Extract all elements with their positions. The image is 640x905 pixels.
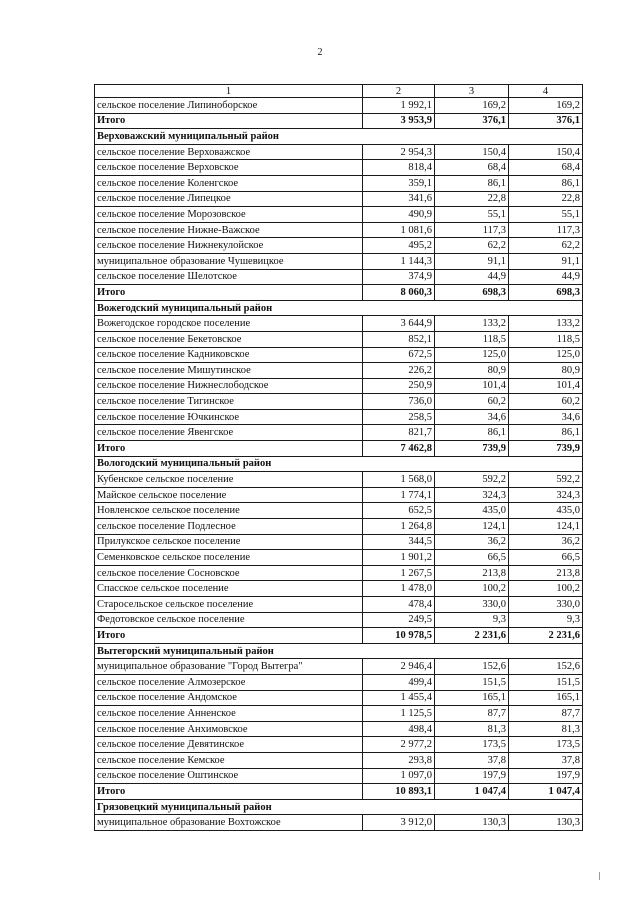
col-4-value: 36,2: [509, 534, 583, 550]
col-3-value: 592,2: [435, 472, 509, 488]
table-row: [95, 98, 583, 114]
settlement-name-cell: сельское поселение Липиноборское: [95, 98, 363, 114]
settlement-name-cell: Кубенское сельское поселение: [95, 472, 363, 488]
col-4-value: 81,3: [509, 721, 583, 737]
scan-mark: [599, 872, 600, 880]
col-3-value: 151,5: [435, 674, 509, 690]
district-name: Вытегорский муниципальный район: [95, 643, 583, 659]
settlement-name-cell: Итого: [95, 113, 363, 129]
col-4-value: 80,9: [509, 363, 583, 379]
settlement-name-cell: сельское поселение Тигинское: [95, 394, 363, 410]
col-3-value: 68,4: [435, 160, 509, 176]
settlement-name-cell: сельское поселение Липецкое: [95, 191, 363, 207]
header-col-2: 2: [363, 85, 435, 98]
col-4-value: 151,5: [509, 674, 583, 690]
settlement-name-cell: сельское поселение Сосновское: [95, 565, 363, 581]
col-4-value: 130,3: [509, 815, 583, 831]
col-4-value: 34,6: [509, 409, 583, 425]
table-header: [95, 85, 583, 98]
total-row: [95, 441, 583, 457]
col-4-value: 100,2: [509, 581, 583, 597]
table-row: [95, 347, 583, 363]
col-2-value: 1 774,1: [363, 487, 435, 503]
col-4-value: 213,8: [509, 565, 583, 581]
col-3-value: 117,3: [435, 222, 509, 238]
col-2-value: 1 125,5: [363, 706, 435, 722]
budget-table: [94, 84, 583, 831]
table-row: [95, 409, 583, 425]
settlement-name-cell: Итого: [95, 441, 363, 457]
district-header-row: [95, 300, 583, 316]
col-4-value: 68,4: [509, 160, 583, 176]
total-row: [95, 113, 583, 129]
table-row: [95, 487, 583, 503]
col-4-value: 739,9: [509, 441, 583, 457]
header-col-4: 4: [509, 85, 583, 98]
col-3-value: 9,3: [435, 612, 509, 628]
header-row: [95, 85, 583, 98]
col-3-value: 133,2: [435, 316, 509, 332]
table-row: [95, 674, 583, 690]
col-3-value: 37,8: [435, 752, 509, 768]
table-row: [95, 316, 583, 332]
col-4-value: 22,8: [509, 191, 583, 207]
settlement-name-cell: сельское поселение Явенгское: [95, 425, 363, 441]
total-row: [95, 285, 583, 301]
col-3-value: 739,9: [435, 441, 509, 457]
settlement-name-cell: сельское поселение Кадниковское: [95, 347, 363, 363]
col-2-value: 852,1: [363, 331, 435, 347]
col-3-value: 435,0: [435, 503, 509, 519]
table-row: [95, 472, 583, 488]
header-col-3: 3: [435, 85, 509, 98]
col-3-value: 698,3: [435, 285, 509, 301]
table-row: [95, 238, 583, 254]
table-row: [95, 269, 583, 285]
col-2-value: 818,4: [363, 160, 435, 176]
col-3-value: 86,1: [435, 175, 509, 191]
table-row: [95, 581, 583, 597]
settlement-name-cell: Итого: [95, 628, 363, 644]
district-name: Вожегодский муниципальный район: [95, 300, 583, 316]
settlement-name-cell: сельское поселение Бекетовское: [95, 331, 363, 347]
col-4-value: 152,6: [509, 659, 583, 675]
settlement-name-cell: Прилукское сельское поселение: [95, 534, 363, 550]
col-4-value: 125,0: [509, 347, 583, 363]
table-row: [95, 378, 583, 394]
col-4-value: 1 047,4: [509, 784, 583, 800]
col-3-value: 173,5: [435, 737, 509, 753]
col-3-value: 169,2: [435, 98, 509, 114]
col-2-value: 1 455,4: [363, 690, 435, 706]
settlement-name-cell: сельское поселение Ючкинское: [95, 409, 363, 425]
table-row: [95, 331, 583, 347]
district-name: Верховажский муниципальный район: [95, 129, 583, 145]
table-row: [95, 253, 583, 269]
col-4-value: 55,1: [509, 207, 583, 223]
col-2-value: 1 568,0: [363, 472, 435, 488]
col-4-value: 150,4: [509, 144, 583, 160]
col-3-value: 100,2: [435, 581, 509, 597]
col-2-value: 1 097,0: [363, 768, 435, 784]
table-row: [95, 363, 583, 379]
page-number: 2: [317, 47, 323, 58]
table-row: [95, 659, 583, 675]
settlement-name-cell: сельское поселение Оштинское: [95, 768, 363, 784]
col-3-value: 86,1: [435, 425, 509, 441]
col-3-value: 376,1: [435, 113, 509, 129]
table-row: [95, 425, 583, 441]
col-2-value: 1 478,0: [363, 581, 435, 597]
district-header-row: [95, 129, 583, 145]
col-2-value: 499,4: [363, 674, 435, 690]
settlement-name-cell: Семенковское сельское поселение: [95, 550, 363, 566]
col-2-value: 7 462,8: [363, 441, 435, 457]
col-2-value: 2 946,4: [363, 659, 435, 675]
table-row: [95, 752, 583, 768]
col-2-value: 478,4: [363, 597, 435, 613]
settlement-name-cell: сельское поселение Мишутинское: [95, 363, 363, 379]
district-name: Грязовецкий муниципальный район: [95, 799, 583, 815]
col-4-value: 37,8: [509, 752, 583, 768]
col-2-value: 8 060,3: [363, 285, 435, 301]
col-4-value: 60,2: [509, 394, 583, 410]
col-4-value: 592,2: [509, 472, 583, 488]
col-4-value: 9,3: [509, 612, 583, 628]
col-2-value: 249,5: [363, 612, 435, 628]
col-2-value: 2 977,2: [363, 737, 435, 753]
col-3-value: 101,4: [435, 378, 509, 394]
col-3-value: 150,4: [435, 144, 509, 160]
table-row: [95, 597, 583, 613]
settlement-name-cell: сельское поселение Верховское: [95, 160, 363, 176]
col-3-value: 91,1: [435, 253, 509, 269]
table-row: [95, 612, 583, 628]
settlement-name-cell: сельское поселение Подлесное: [95, 519, 363, 535]
table-body: [95, 98, 583, 831]
table-row: [95, 394, 583, 410]
col-4-value: 324,3: [509, 487, 583, 503]
col-4-value: 133,2: [509, 316, 583, 332]
col-2-value: 10 893,1: [363, 784, 435, 800]
table-row: [95, 519, 583, 535]
col-2-value: 374,9: [363, 269, 435, 285]
col-2-value: 3 644,9: [363, 316, 435, 332]
table-row: [95, 815, 583, 831]
settlement-name-cell: сельское поселение Морозовское: [95, 207, 363, 223]
col-2-value: 1 901,2: [363, 550, 435, 566]
col-2-value: 1 144,3: [363, 253, 435, 269]
col-3-value: 36,2: [435, 534, 509, 550]
table-row: [95, 768, 583, 784]
col-4-value: 197,9: [509, 768, 583, 784]
district-name: Вологодский муниципальный район: [95, 456, 583, 472]
col-2-value: 1 992,1: [363, 98, 435, 114]
col-3-value: 22,8: [435, 191, 509, 207]
col-3-value: 60,2: [435, 394, 509, 410]
table-row: [95, 706, 583, 722]
table-row: [95, 222, 583, 238]
col-2-value: 250,9: [363, 378, 435, 394]
col-3-value: 125,0: [435, 347, 509, 363]
col-4-value: 44,9: [509, 269, 583, 285]
col-3-value: 165,1: [435, 690, 509, 706]
table-row: [95, 565, 583, 581]
col-4-value: 62,2: [509, 238, 583, 254]
col-2-value: 359,1: [363, 175, 435, 191]
col-4-value: 169,2: [509, 98, 583, 114]
col-3-value: 213,8: [435, 565, 509, 581]
col-4-value: 173,5: [509, 737, 583, 753]
total-row: [95, 784, 583, 800]
col-3-value: 330,0: [435, 597, 509, 613]
col-2-value: 498,4: [363, 721, 435, 737]
col-3-value: 152,6: [435, 659, 509, 675]
col-4-value: 101,4: [509, 378, 583, 394]
table-row: [95, 534, 583, 550]
col-2-value: 226,2: [363, 363, 435, 379]
col-3-value: 2 231,6: [435, 628, 509, 644]
col-2-value: 1 264,8: [363, 519, 435, 535]
settlement-name-cell: сельское поселение Шелотское: [95, 269, 363, 285]
col-2-value: 3 953,9: [363, 113, 435, 129]
district-header-row: [95, 456, 583, 472]
settlement-name-cell: сельское поселение Нижнеслободское: [95, 378, 363, 394]
col-4-value: 330,0: [509, 597, 583, 613]
table-row: [95, 191, 583, 207]
col-2-value: 293,8: [363, 752, 435, 768]
col-4-value: 2 231,6: [509, 628, 583, 644]
settlement-name-cell: сельское поселение Нижнекулойское: [95, 238, 363, 254]
table-row: [95, 144, 583, 160]
col-3-value: 55,1: [435, 207, 509, 223]
district-header-row: [95, 799, 583, 815]
settlement-name-cell: сельское поселение Андомское: [95, 690, 363, 706]
col-3-value: 130,3: [435, 815, 509, 831]
table-row: [95, 721, 583, 737]
col-4-value: 118,5: [509, 331, 583, 347]
col-2-value: 1 081,6: [363, 222, 435, 238]
col-3-value: 62,2: [435, 238, 509, 254]
col-2-value: 495,2: [363, 238, 435, 254]
settlement-name-cell: сельское поселение Кемское: [95, 752, 363, 768]
settlement-name-cell: муниципальное образование Чушевицкое: [95, 253, 363, 269]
col-2-value: 341,6: [363, 191, 435, 207]
col-3-value: 124,1: [435, 519, 509, 535]
col-2-value: 3 912,0: [363, 815, 435, 831]
settlement-name-cell: сельское поселение Нижне-Важское: [95, 222, 363, 238]
col-3-value: 80,9: [435, 363, 509, 379]
col-2-value: 736,0: [363, 394, 435, 410]
district-header-row: [95, 643, 583, 659]
col-3-value: 87,7: [435, 706, 509, 722]
table-row: [95, 503, 583, 519]
col-4-value: 66,5: [509, 550, 583, 566]
settlement-name-cell: сельское поселение Верховажское: [95, 144, 363, 160]
table-row: [95, 690, 583, 706]
col-4-value: 376,1: [509, 113, 583, 129]
col-3-value: 44,9: [435, 269, 509, 285]
settlement-name-cell: Итого: [95, 285, 363, 301]
col-2-value: 2 954,3: [363, 144, 435, 160]
col-4-value: 86,1: [509, 175, 583, 191]
col-2-value: 821,7: [363, 425, 435, 441]
settlement-name-cell: Старосельское сельское поселение: [95, 597, 363, 613]
settlement-name-cell: сельское поселение Алмозерское: [95, 674, 363, 690]
col-3-value: 66,5: [435, 550, 509, 566]
col-4-value: 165,1: [509, 690, 583, 706]
table-row: [95, 550, 583, 566]
col-2-value: 672,5: [363, 347, 435, 363]
settlement-name-cell: муниципальное образование Вохтожское: [95, 815, 363, 831]
col-2-value: 1 267,5: [363, 565, 435, 581]
table-row: [95, 160, 583, 176]
col-3-value: 324,3: [435, 487, 509, 503]
col-4-value: 87,7: [509, 706, 583, 722]
col-2-value: 258,5: [363, 409, 435, 425]
settlement-name-cell: Спасское сельское поселение: [95, 581, 363, 597]
settlement-name-cell: Федотовское сельское поселение: [95, 612, 363, 628]
col-4-value: 91,1: [509, 253, 583, 269]
col-3-value: 118,5: [435, 331, 509, 347]
table-row: [95, 207, 583, 223]
col-4-value: 117,3: [509, 222, 583, 238]
col-2-value: 344,5: [363, 534, 435, 550]
col-3-value: 1 047,4: [435, 784, 509, 800]
col-4-value: 435,0: [509, 503, 583, 519]
col-4-value: 86,1: [509, 425, 583, 441]
settlement-name-cell: сельское поселение Коленгское: [95, 175, 363, 191]
settlement-name-cell: сельское поселение Девятинское: [95, 737, 363, 753]
settlement-name-cell: Майское сельское поселение: [95, 487, 363, 503]
settlement-name-cell: Итого: [95, 784, 363, 800]
table-row: [95, 175, 583, 191]
settlement-name-cell: муниципальное образование "Город Вытегра": [95, 659, 363, 675]
settlement-name-cell: сельское поселение Анхимовское: [95, 721, 363, 737]
col-3-value: 34,6: [435, 409, 509, 425]
settlement-name-cell: сельское поселение Анненское: [95, 706, 363, 722]
col-2-value: 490,9: [363, 207, 435, 223]
table-row: [95, 737, 583, 753]
header-col-1: 1: [95, 85, 363, 98]
total-row: [95, 628, 583, 644]
settlement-name-cell: Новленское сельское поселение: [95, 503, 363, 519]
col-2-value: 652,5: [363, 503, 435, 519]
settlement-name-cell: Вожегодское городское поселение: [95, 316, 363, 332]
col-2-value: 10 978,5: [363, 628, 435, 644]
col-4-value: 698,3: [509, 285, 583, 301]
col-4-value: 124,1: [509, 519, 583, 535]
col-3-value: 197,9: [435, 768, 509, 784]
col-3-value: 81,3: [435, 721, 509, 737]
